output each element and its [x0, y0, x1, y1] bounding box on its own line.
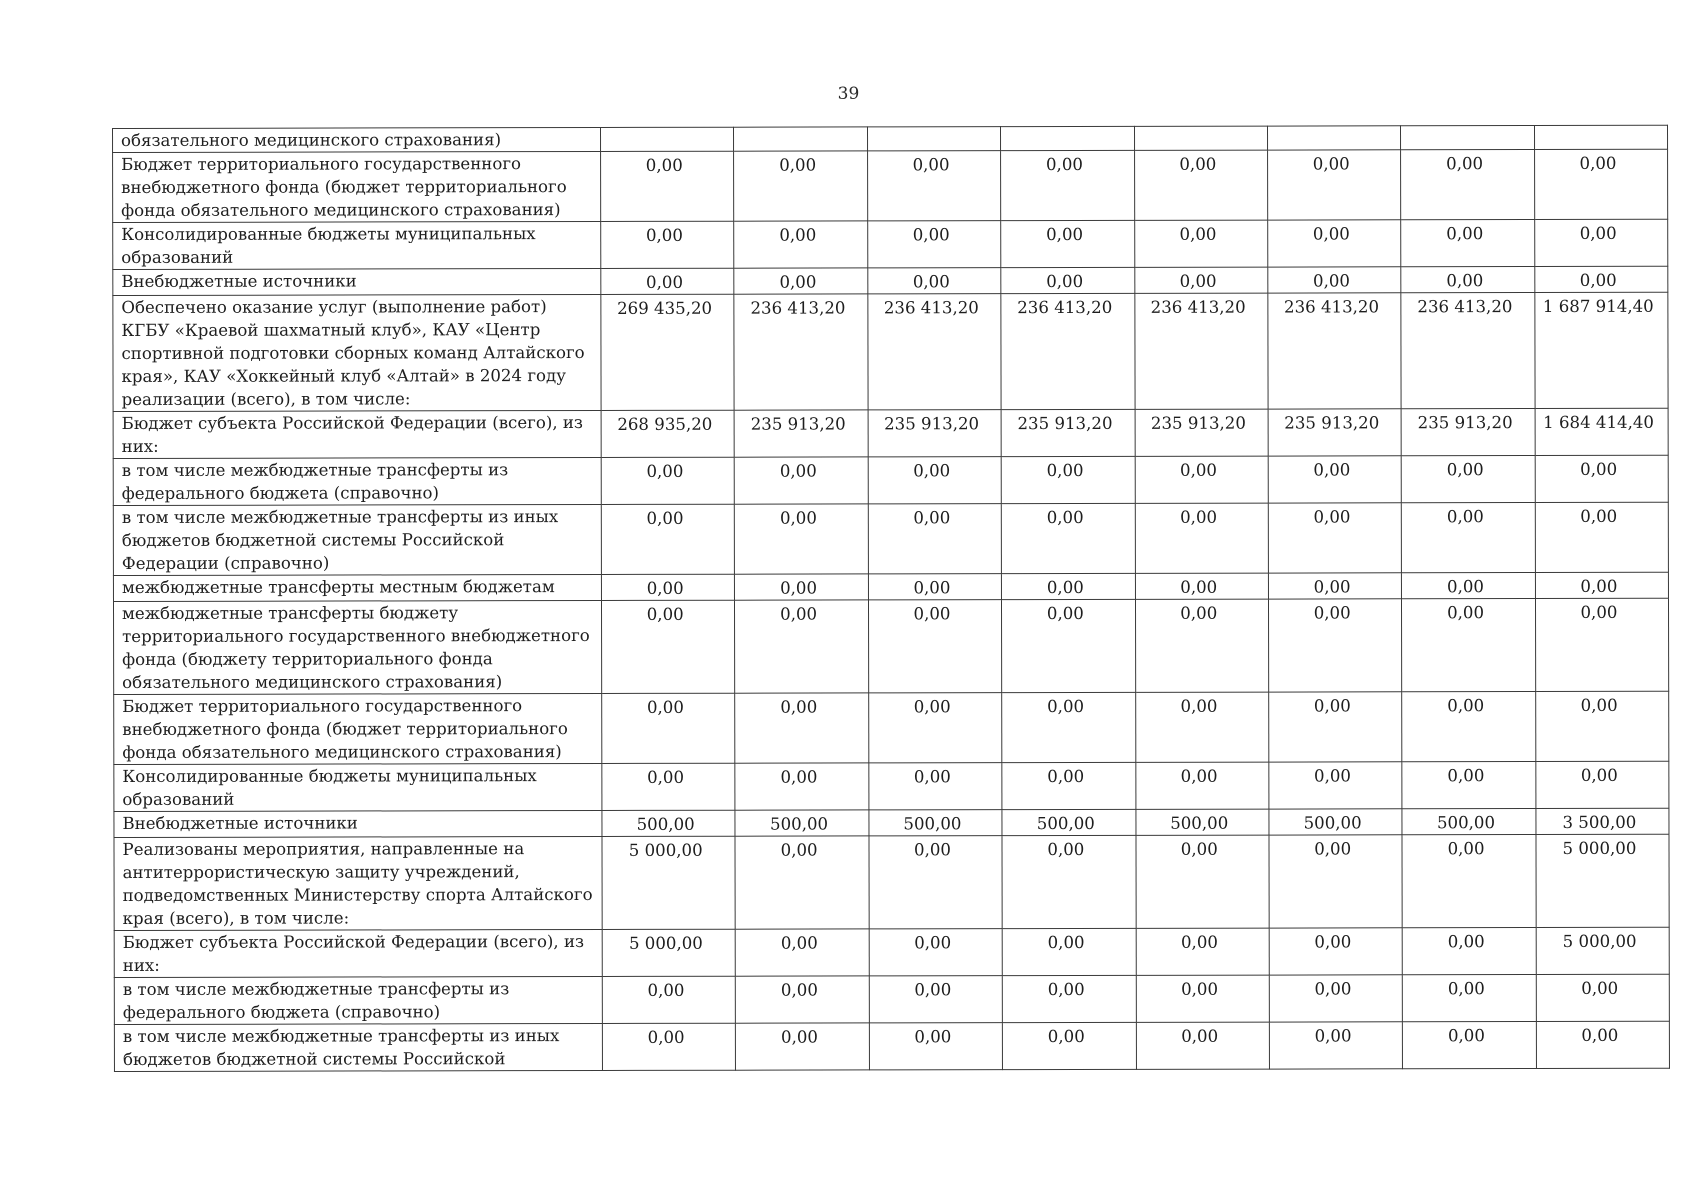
- row-label: Внебюджетные источники: [113, 268, 601, 295]
- table-row: [114, 691, 1669, 764]
- value-cell: 0,00: [869, 976, 1002, 1023]
- row-label: межбюджетные трансферты местным бюджетам: [113, 574, 601, 601]
- value-cell: 0,00: [1269, 692, 1403, 762]
- value-cell: 500,00: [602, 810, 735, 836]
- value-cell: 0,00: [868, 693, 1002, 763]
- value-cell: 0,00: [1001, 503, 1135, 573]
- table-row: [113, 125, 1668, 152]
- value-cell: 5 000,00: [602, 836, 736, 929]
- table-body: [113, 125, 1670, 1071]
- value-cell: 500,00: [735, 810, 868, 836]
- value-cell: 0,00: [1535, 598, 1669, 691]
- row-label: Бюджет субъекта Российской Федерации (всего), из них:: [114, 929, 602, 977]
- value-cell: 269 435,20: [601, 294, 735, 410]
- value-cell: 0,00: [1402, 599, 1536, 692]
- value-cell: 0,00: [1002, 573, 1135, 599]
- value-cell: 0,00: [601, 457, 734, 504]
- value-cell: 236 413,20: [734, 294, 868, 410]
- table-row: [113, 266, 1668, 295]
- value-cell: 0,00: [1134, 267, 1267, 293]
- value-cell: 0,00: [1003, 1022, 1136, 1069]
- value-cell: 500,00: [1402, 809, 1535, 835]
- value-cell: 236 413,20: [868, 294, 1002, 410]
- value-cell: 0,00: [1401, 150, 1535, 220]
- value-cell: 0,00: [1403, 928, 1536, 975]
- value-cell: 0,00: [867, 221, 1000, 268]
- value-cell: 500,00: [1269, 809, 1402, 835]
- value-cell: 0,00: [1536, 1021, 1669, 1068]
- value-cell: 235 913,20: [868, 410, 1001, 457]
- value-cell: 0,00: [735, 600, 869, 693]
- value-cell: 0,00: [1268, 573, 1401, 599]
- row-label: в том числе межбюджетные трансферты из федерального бюджета (справочно): [114, 976, 602, 1024]
- value-cell: 5 000,00: [1536, 927, 1669, 974]
- value-cell: 5 000,00: [1536, 834, 1670, 927]
- value-cell: 0,00: [1002, 928, 1135, 975]
- value-cell: 0,00: [1401, 267, 1534, 293]
- value-cell: 0,00: [868, 457, 1001, 504]
- table-row: [114, 808, 1669, 837]
- value-cell: [1001, 126, 1134, 150]
- value-cell: 0,00: [869, 1023, 1002, 1070]
- value-cell: 0,00: [735, 836, 869, 929]
- table-row: [114, 974, 1669, 1024]
- value-cell: 0,00: [1402, 573, 1535, 599]
- value-cell: 0,00: [1269, 1022, 1402, 1069]
- table-row: [113, 149, 1668, 222]
- value-cell: 0,00: [1403, 975, 1536, 1022]
- value-cell: 236 413,20: [1268, 293, 1402, 409]
- value-cell: 0,00: [601, 221, 734, 268]
- value-cell: 0,00: [868, 504, 1002, 574]
- value-cell: 0,00: [1135, 599, 1269, 692]
- value-cell: 0,00: [1402, 692, 1536, 762]
- value-cell: 0,00: [869, 763, 1002, 810]
- table-row: [113, 572, 1668, 601]
- value-cell: 0,00: [1136, 1022, 1269, 1069]
- value-cell: 0,00: [1268, 220, 1401, 267]
- value-cell: 0,00: [735, 693, 869, 763]
- value-cell: 0,00: [1269, 928, 1402, 975]
- table-row: [113, 455, 1668, 505]
- value-cell: 0,00: [1002, 975, 1135, 1022]
- value-cell: 0,00: [1002, 762, 1135, 809]
- value-cell: [1534, 125, 1667, 149]
- value-cell: 0,00: [867, 151, 1001, 221]
- value-cell: 235 913,20: [734, 410, 867, 457]
- value-cell: 0,00: [735, 504, 869, 574]
- value-cell: 0,00: [1535, 455, 1668, 502]
- row-label: обязательного медицинского страхования): [113, 127, 601, 152]
- value-cell: 0,00: [1135, 692, 1269, 762]
- value-cell: 0,00: [601, 151, 735, 221]
- value-cell: 500,00: [1135, 809, 1268, 835]
- row-label: в том числе межбюджетные трансферты из федерального бюджета (справочно): [113, 457, 601, 505]
- value-cell: 0,00: [1534, 149, 1668, 219]
- value-cell: 1 687 914,40: [1535, 292, 1669, 408]
- budget-table: [112, 125, 1670, 1072]
- value-cell: 0,00: [1402, 503, 1536, 573]
- value-cell: 0,00: [734, 221, 867, 268]
- row-label: Бюджет территориального государственного внебюджетного фонда (бюджет территориального фонда обязательного медицинского страхования): [113, 151, 601, 222]
- value-cell: 0,00: [1135, 762, 1268, 809]
- value-cell: 268 935,20: [601, 410, 734, 457]
- value-cell: 0,00: [601, 504, 735, 574]
- value-cell: 0,00: [734, 151, 868, 221]
- value-cell: 236 413,20: [1001, 293, 1135, 409]
- value-cell: 0,00: [1136, 835, 1270, 928]
- row-label: Бюджет территориального государственного внебюджетного фонда (бюджет территориального фонда обязательного медицинского страхования): [114, 693, 602, 764]
- value-cell: [1401, 126, 1534, 150]
- value-cell: 0,00: [1136, 975, 1269, 1022]
- value-cell: 0,00: [602, 976, 735, 1023]
- row-label: Консолидированные бюджеты муниципальных образований: [113, 221, 601, 269]
- value-cell: 235 913,20: [1001, 409, 1134, 456]
- page-number: 39: [837, 84, 860, 104]
- value-cell: 0,00: [1268, 456, 1401, 503]
- row-label: в том числе межбюджетные трансферты из иных бюджетов бюджетной системы Российской Федерации (справочно): [113, 504, 601, 575]
- value-cell: 0,00: [1268, 503, 1402, 573]
- value-cell: 3 500,00: [1536, 808, 1669, 834]
- value-cell: 0,00: [1001, 150, 1135, 220]
- value-cell: [734, 127, 867, 151]
- value-cell: 0,00: [734, 268, 867, 294]
- value-cell: 0,00: [601, 574, 734, 600]
- row-label: Консолидированные бюджеты муниципальных образований: [114, 763, 602, 811]
- value-cell: 0,00: [1269, 975, 1402, 1022]
- value-cell: 0,00: [1002, 692, 1136, 762]
- value-cell: 0,00: [1135, 503, 1269, 573]
- value-cell: 0,00: [1001, 456, 1134, 503]
- table-row: [114, 1021, 1669, 1071]
- value-cell: 0,00: [602, 1023, 735, 1070]
- value-cell: 0,00: [1134, 220, 1267, 267]
- value-cell: 0,00: [1402, 762, 1535, 809]
- value-cell: 0,00: [868, 600, 1002, 693]
- table-row: [113, 219, 1668, 269]
- value-cell: [867, 127, 1000, 151]
- value-cell: 0,00: [1535, 691, 1669, 761]
- value-cell: 0,00: [869, 929, 1002, 976]
- row-label: в том числе межбюджетные трансферты из иных бюджетов бюджетной системы Российской: [114, 1023, 602, 1071]
- row-label: Обеспечено оказание услуг (выполнение работ) КГБУ «Краевой шахматный клуб», КАУ «Центр спортивной подготовки сборных команд Алтайского края», КАУ «Хоккейный клуб «Алтай» в 2024 году реализации (всего), в том числе:: [113, 294, 601, 411]
- value-cell: 0,00: [1135, 456, 1268, 503]
- value-cell: 0,00: [1002, 835, 1136, 928]
- value-cell: 0,00: [1002, 599, 1136, 692]
- value-cell: 500,00: [869, 810, 1002, 836]
- value-cell: 0,00: [1134, 150, 1268, 220]
- value-cell: 0,00: [1269, 835, 1403, 928]
- table-row: [113, 292, 1668, 411]
- value-cell: [601, 127, 734, 151]
- row-label: Реализованы мероприятия, направленные на антитеррористическую защиту учреждений, подведомственных Министерству спорта Алтайского края (всего), в том числе:: [114, 836, 602, 930]
- value-cell: 0,00: [1268, 599, 1402, 692]
- table-row: [114, 761, 1669, 811]
- value-cell: 0,00: [601, 268, 734, 294]
- value-cell: 0,00: [1534, 219, 1667, 266]
- value-cell: 236 413,20: [1134, 293, 1268, 409]
- value-cell: [1267, 126, 1400, 150]
- value-cell: 0,00: [602, 763, 735, 810]
- value-cell: 0,00: [1535, 266, 1668, 292]
- value-cell: 235 913,20: [1268, 409, 1401, 456]
- value-cell: 0,00: [1536, 974, 1669, 1021]
- table-row: [114, 927, 1669, 977]
- value-cell: 0,00: [868, 574, 1001, 600]
- value-cell: 0,00: [1001, 267, 1134, 293]
- value-cell: 0,00: [1402, 456, 1535, 503]
- table-row: [113, 598, 1668, 694]
- value-cell: 500,00: [1002, 809, 1135, 835]
- row-label: Бюджет субъекта Российской Федерации (всего), из них:: [113, 410, 601, 458]
- value-cell: 236 413,20: [1401, 293, 1535, 409]
- value-cell: 0,00: [1269, 762, 1402, 809]
- value-cell: 0,00: [735, 574, 868, 600]
- value-cell: 0,00: [1136, 928, 1269, 975]
- value-cell: 0,00: [1535, 502, 1669, 572]
- value-cell: 0,00: [1402, 835, 1536, 928]
- value-cell: 5 000,00: [602, 929, 735, 976]
- value-cell: 0,00: [1001, 220, 1134, 267]
- value-cell: 0,00: [1268, 150, 1402, 220]
- value-cell: 0,00: [736, 1023, 869, 1070]
- value-cell: 0,00: [869, 836, 1003, 929]
- value-cell: 0,00: [602, 693, 736, 763]
- value-cell: [1134, 126, 1267, 150]
- value-cell: 0,00: [1135, 573, 1268, 599]
- table-row: [113, 408, 1668, 458]
- value-cell: 235 913,20: [1401, 409, 1534, 456]
- value-cell: 0,00: [736, 929, 869, 976]
- value-cell: 235 913,20: [1135, 409, 1268, 456]
- value-cell: 0,00: [868, 268, 1001, 294]
- value-cell: 0,00: [1268, 267, 1401, 293]
- table-row: [114, 834, 1669, 930]
- value-cell: 0,00: [735, 763, 868, 810]
- value-cell: 0,00: [736, 976, 869, 1023]
- value-cell: 0,00: [735, 457, 868, 504]
- value-cell: 0,00: [1403, 1022, 1536, 1069]
- value-cell: 0,00: [1401, 220, 1534, 267]
- value-cell: 1 684 414,40: [1535, 408, 1668, 455]
- value-cell: 0,00: [1536, 761, 1669, 808]
- table-row: [113, 502, 1668, 575]
- value-cell: 0,00: [1535, 572, 1668, 598]
- row-label: межбюджетные трансферты бюджету территориального государственного внебюджетного фонда (бюджету территориального фонда обязательного медицинского страхования): [113, 600, 601, 694]
- value-cell: 0,00: [601, 600, 735, 693]
- row-label: Внебюджетные источники: [114, 810, 602, 837]
